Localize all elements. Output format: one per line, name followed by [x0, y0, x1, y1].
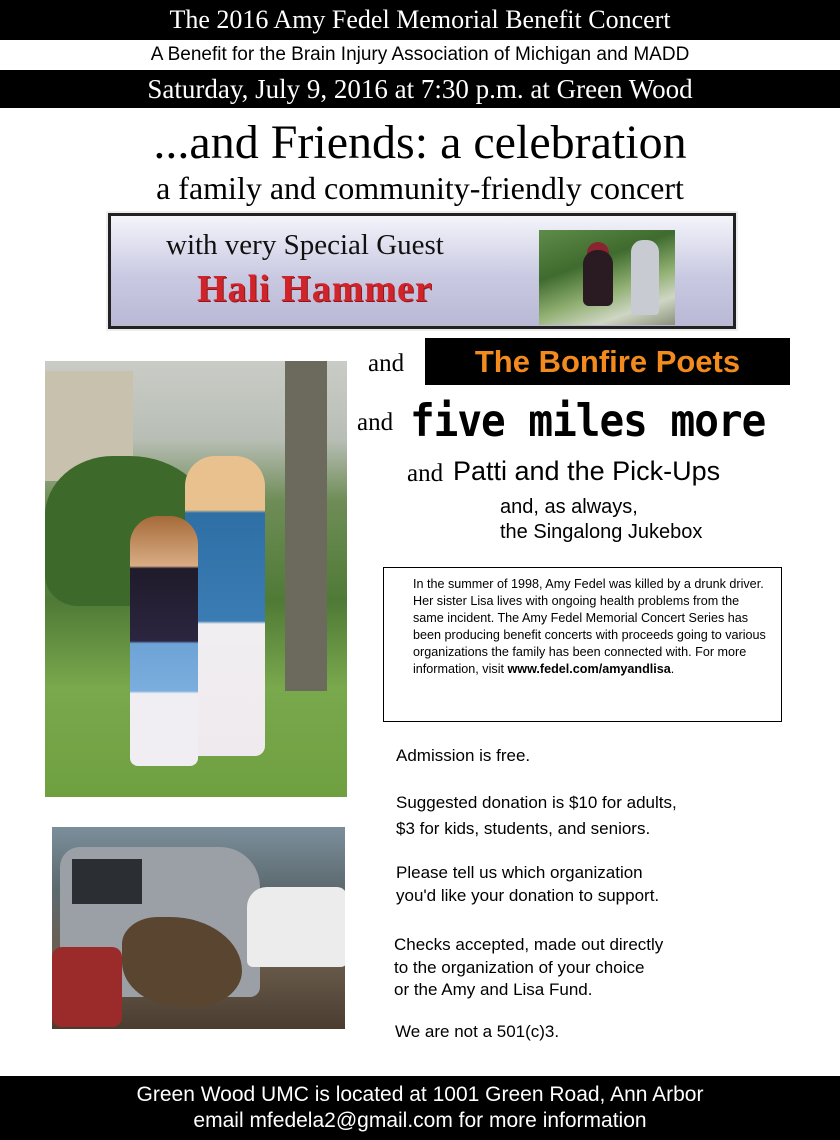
checks-line3: or the Amy and Lisa Fund.	[394, 980, 593, 999]
benefit-line: A Benefit for the Brain Injury Association of Michigan and MADD	[150, 44, 690, 65]
and-label: and	[407, 460, 444, 487]
act-singalong-line2: the Singalong Jukebox	[500, 521, 703, 543]
date-bar	[0, 70, 840, 108]
title-bar	[0, 0, 840, 40]
special-guest-banner	[108, 213, 736, 329]
sisters-photo	[45, 361, 347, 797]
photo-detail	[285, 361, 327, 691]
photo-detail	[130, 516, 198, 766]
checks-line1: Checks accepted, made out directly	[394, 935, 664, 954]
photo-detail	[583, 250, 613, 306]
photo-detail	[631, 240, 659, 315]
tell-line1: Please tell us which organization	[396, 863, 643, 882]
and-label: and	[357, 409, 394, 436]
donation-line1: Suggested donation is $10 for adults,	[396, 793, 677, 812]
act-name: The Bonfire Poets	[474, 344, 741, 379]
special-guest-photo	[539, 230, 675, 325]
story-end: .	[670, 662, 675, 676]
photo-detail	[52, 947, 122, 1027]
footer-bar	[0, 1076, 840, 1140]
donation-line2: $3 for kids, students, and seniors.	[396, 819, 651, 838]
footer-address: Green Wood UMC is located at 1001 Green Road, Ann Arbor	[136, 1083, 704, 1106]
admission-text: Admission is free.	[396, 746, 531, 765]
checks-line2: to the organization of your choice	[394, 958, 645, 977]
story-text: In the summer of 1998, Amy Fedel was killed by a drunk driver. Her sister Lisa lives with ongoing health problems from the same incident. The Amy Fedel Memorial Concert Series has been producing benefit concerts with proceeds going to various organizations the family has been connected with. For more information, visit	[413, 577, 766, 676]
story-box	[383, 567, 782, 722]
wrecked-car-photo	[52, 827, 345, 1029]
and-label: and	[368, 350, 405, 377]
concert-title: The 2016 Amy Fedel Memorial Benefit Concert	[169, 5, 671, 34]
act-patti-and-the-pick-ups: Patti and the Pick-Ups	[453, 456, 721, 486]
headline: ...and Friends: a celebration	[153, 116, 687, 169]
subhead: a family and community-friendly concert	[156, 170, 684, 206]
act-bonfire-poets	[425, 338, 790, 385]
act-five-miles-more: five miles more	[410, 395, 766, 447]
photo-detail	[247, 887, 345, 967]
special-guest-label: with very Special Guest	[166, 229, 444, 261]
story-link[interactable]: www.fedel.com/amyandlisa	[507, 662, 671, 676]
photo-detail	[72, 859, 142, 904]
act-singalong-line1: and, as always,	[500, 496, 638, 518]
concert-date: Saturday, July 9, 2016 at 7:30 p.m. at Green Wood	[147, 74, 693, 104]
footer-email: email mfedela2@gmail.com for more information	[193, 1109, 647, 1132]
special-guest-name: Hali Hammer	[197, 268, 433, 310]
nonprofit-note: We are not a 501(c)3.	[395, 1022, 560, 1041]
tell-line2: you'd like your donation to support.	[396, 886, 660, 905]
